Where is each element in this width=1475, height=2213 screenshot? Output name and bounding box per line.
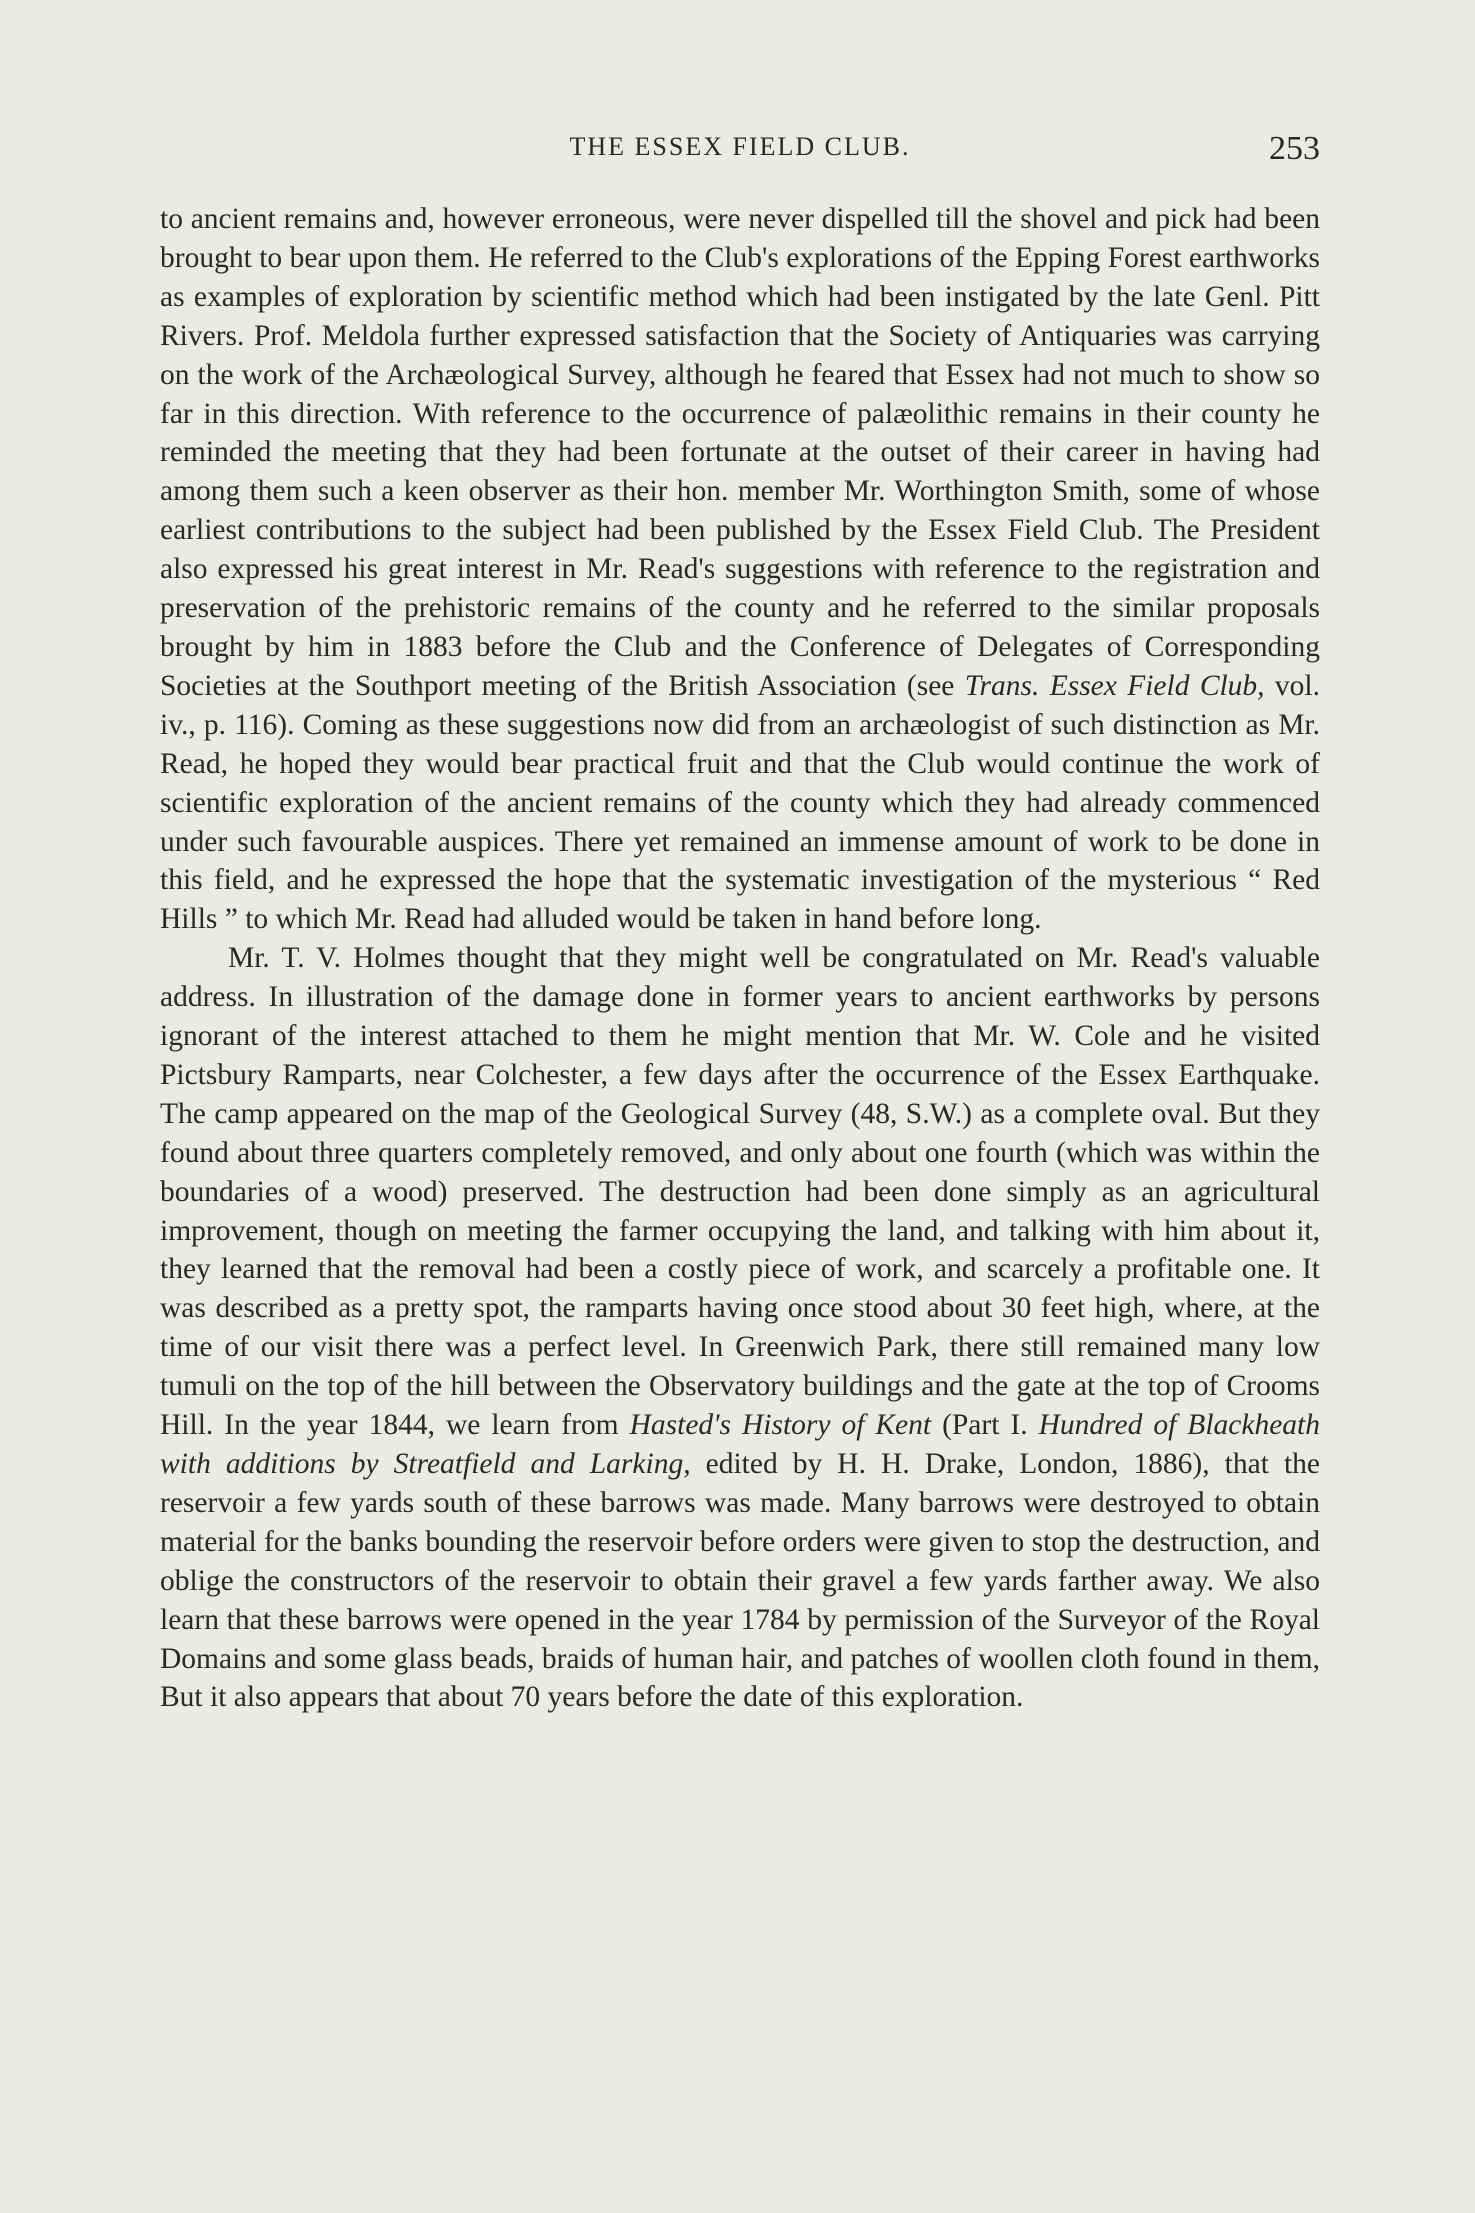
page-number: 253 — [1269, 130, 1320, 167]
citation-hasteds-history: Hasted's History of Kent — [629, 1409, 932, 1442]
paragraph-1-text-b: vol. iv., p. 116). Coming as these suggestions now did from an archæologist of such distinction as Mr. Read, he hoped they would bear practical fruit and that the Club would continue the work of scientific exploration of the ancient remains of the county which they had already commenced under such favourable auspices. There yet remained an immense amount of work to be done in this field, and he expressed the hope that the systematic investigation of the mysterious “ Red Hills ” to which Mr. Read had alluded would be taken in hand before long. — [160, 669, 1320, 936]
body-text — [160, 200, 1320, 1717]
citation-trans-essex-field-club: Trans. Essex Field Club, — [964, 669, 1265, 702]
running-title: THE ESSEX FIELD CLUB. — [569, 132, 911, 161]
paragraph-2 — [160, 939, 1320, 1717]
paragraph-1 — [160, 200, 1320, 939]
page-header — [160, 130, 1320, 180]
paragraph-2-text-a: Mr. T. V. Holmes thought that they might well be congratulated on Mr. Read's valuable address. In illustration of the damage done in former years to ancient earthworks by persons ignorant of the interest attached to them he might mention that Mr. W. Cole and he visited Pictsbury Ramparts, near Colchester, a few days after the occurrence of the Essex Earthquake. The camp appeared on the map of the Geological Survey (48, S.W.) as a complete oval. But they found about three quarters completely removed, and only about one fourth (which was within the boundaries of a wood) preserved. The destruction had been done simply as an agricultural improvement, though on meeting the farmer occupying the land, and talking with him about it, they learned that the removal had been a costly piece of work, and scarcely a profitable one. It was described as a pretty spot, the ramparts having once stood about 30 feet high, where, at the time of our visit there was a perfect level. In Greenwich Park, there still remained many low tumuli on the top of the hill between the Observatory buildings and the gate at the top of Crooms Hill. In the year 1844, we learn from — [160, 942, 1320, 1442]
paragraph-2-text-c: edited by H. H. Drake, London, 1886), that the reservoir a few yards south of these barrows was made. Many barrows were destroyed to obtain material for the banks bounding the reservoir before orders were given to stop the destruction, and oblige the constructors of the reservoir to obtain their gravel a few yards farther away. We also learn that these barrows were opened in the year 1784 by permission of the Surveyor of the Royal Domains and some glass beads, braids of human hair, and patches of woollen cloth found in them, But it also appears that about 70 years before the date of this exploration. — [160, 1448, 1320, 1714]
citation-hundred-of-blackheath: Hundred of Blackheath with additions by Streatfield and Larking, — [160, 1409, 1321, 1480]
paragraph-2-text-b: (Part I. — [931, 1409, 1039, 1442]
paragraph-1-text-a: to ancient remains and, however erroneous, were never dispelled till the shovel and pick had been brought to bear upon them. He referred to the Club's explorations of the Epping Forest earthworks as examples of exploration by scientific method which had been instigated by the late Genl. Pitt Rivers. Prof. Meldola further expressed satisfaction that the Society of Antiquaries was carrying on the work of the Archæological Survey, although he feared that Essex had not much to show so far in this direction. With reference to the occurrence of palæolithic remains in their county he reminded the meeting that they had been fortunate at the outset of their career in having had among them such a keen observer as their hon. member Mr. Worthington Smith, some of whose earliest contributions to the subject had been published by the Essex Field Club. The President also expressed his great interest in Mr. Read's suggestions with reference to the registration and preservation of the prehistoric remains of the county and he referred to the similar proposals brought by him in 1883 before the Club and the Conference of Delegates of Corresponding Societies at the Southport meeting of the British Association (see — [160, 203, 1320, 702]
